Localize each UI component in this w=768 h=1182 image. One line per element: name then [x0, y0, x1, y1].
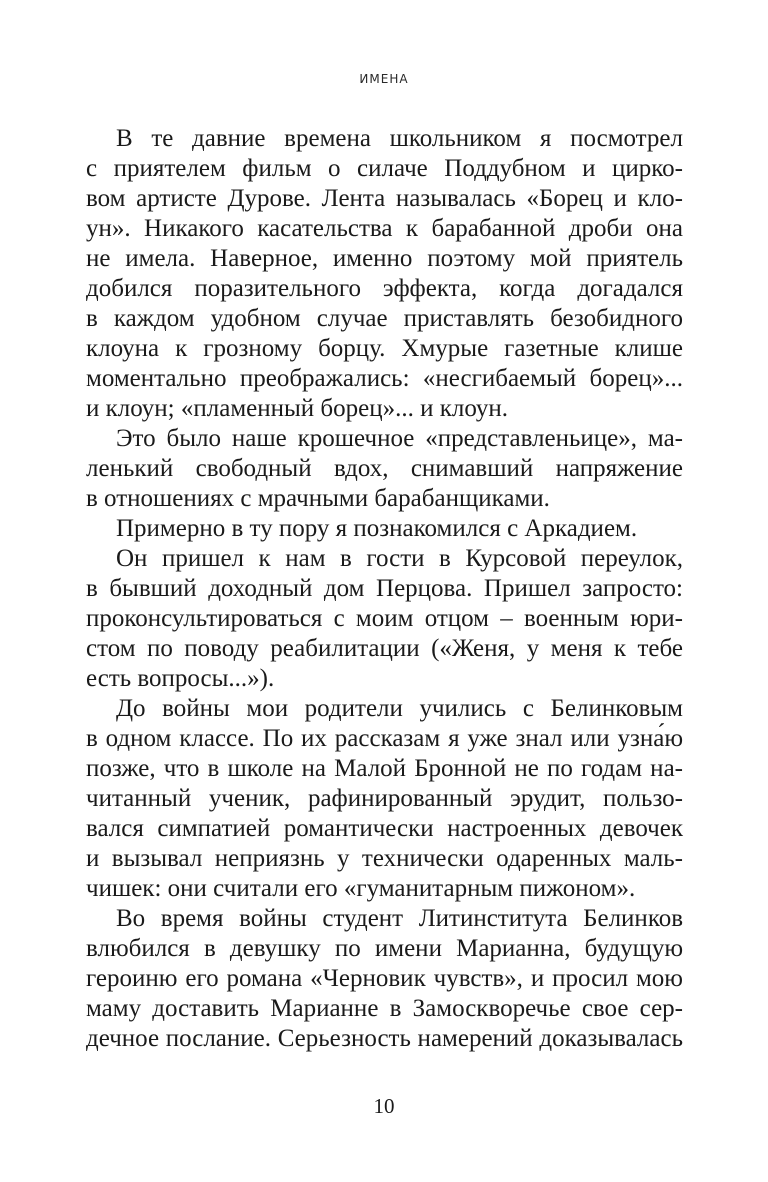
page-number: 10	[373, 1094, 395, 1118]
paragraph	[86, 124, 683, 424]
text-line: вался симпатией романтически настроенных девочек	[86, 815, 683, 842]
text-line: ун». Никакого касательства к барабанной дроби она	[86, 215, 683, 242]
running-head: ИМЕНА	[359, 72, 409, 86]
paragraph	[86, 514, 683, 544]
text-line: в бывший доходный дом Перцова. Пришел запросто:	[86, 575, 683, 602]
paragraph	[86, 694, 683, 904]
body-text	[86, 124, 683, 1054]
text-line: в отношениях с мрачными барабанщиками.	[86, 485, 550, 512]
text-line: героиню его романа «Черновик чувств», и просил мою	[86, 965, 683, 992]
text-line: стом по поводу реабилитации («Женя, у меня к тебе	[86, 635, 683, 662]
text-line: дечное послание. Серьезность намерений доказывалась	[86, 1025, 683, 1052]
text-line: ленький свободный вдох, снимавший напряжение	[86, 455, 683, 482]
text-line: с приятелем фильм о силаче Поддубном и цирко-	[86, 155, 683, 182]
paragraph	[86, 904, 683, 1054]
text-line: влюбился в девушку по имени Марианна, будущую	[86, 935, 683, 962]
text-line: моментально преображались: «несгибаемый борец»...	[86, 365, 683, 392]
text-line: Примерно в ту пору я познакомился с Аркадием.	[116, 515, 638, 542]
text-line: вом артисте Дурове. Лента называлась «Борец и кло-	[86, 185, 683, 212]
text-line: Он пришел к нам в гости в Курсовой переулок,	[116, 545, 683, 572]
text-line: не имела. Наверное, именно поэтому мой приятель	[86, 245, 683, 272]
text-line: До войны мои родители учились с Белинковым	[116, 695, 683, 722]
text-line: маму доставить Марианне в Замоскворечье свое сер-	[86, 995, 683, 1022]
text-line: проконсультироваться с моим отцом – военным юри-	[86, 605, 683, 632]
text-line: Во время войны студент Литинститута Белинков	[116, 905, 683, 932]
text-line: и клоун; «пламенный борец»... и клоун.	[86, 395, 509, 422]
text-line: чишек: они считали его «гуманитарным пижоном».	[86, 875, 636, 902]
paragraph	[86, 424, 683, 514]
text-line: в одном классе. По их рассказам я уже знал или узна́ю	[86, 725, 683, 752]
text-line: позже, что в школе на Малой Бронной не по годам на-	[86, 755, 683, 782]
text-line: есть вопросы...»).	[86, 665, 275, 692]
paragraph	[86, 544, 683, 694]
text-line: Это было наше крошечное «представленьице», ма-	[116, 425, 683, 452]
text-line: добился поразительного эффекта, когда догадался	[86, 275, 683, 302]
text-line: и вызывал неприязнь у технически одаренных маль-	[86, 845, 683, 872]
text-line: клоуна к грозному борцу. Хмурые газетные клише	[86, 335, 683, 362]
text-line: в каждом удобном случае приставлять безобидного	[86, 305, 683, 332]
text-line: В те давние времена школьником я посмотрел	[116, 125, 683, 152]
text-line: читанный ученик, рафинированный эрудит, пользо-	[86, 785, 683, 812]
